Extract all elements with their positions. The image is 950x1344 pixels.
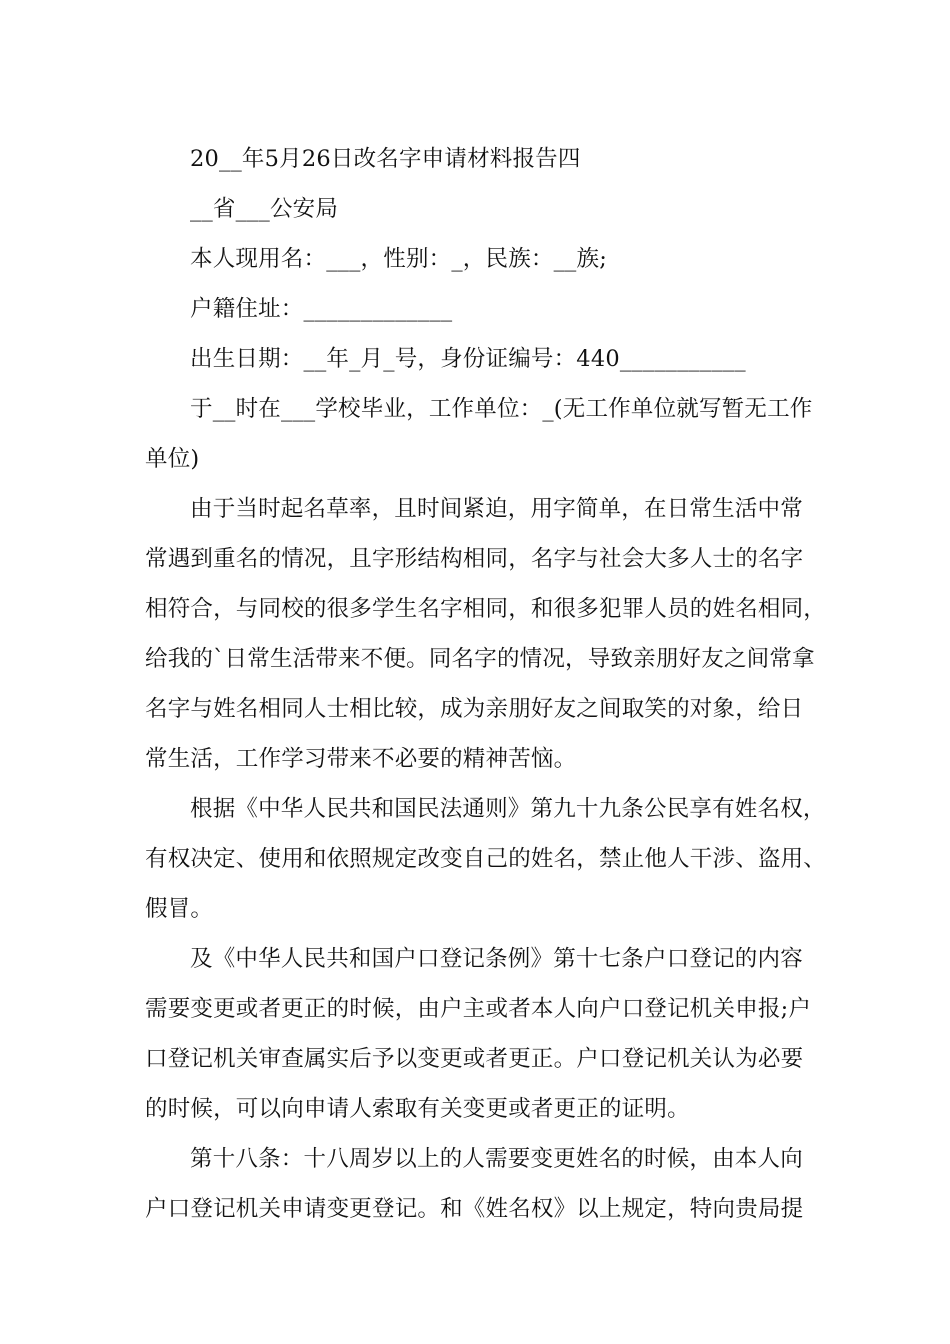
reason-paragraph-line: 相符合，与同校的很多学生名字相同，和很多犯罪人员的姓名相同， [145,596,827,622]
registration-paragraph-line: 及《中华人民共和国户口登记条例》第十七条户口登记的内容 [190,946,803,972]
reason-paragraph-line: 给我的`日常生活带来不便。同名字的情况，导致亲朋好友之间常拿 [145,646,815,672]
article-18-paragraph-line: 户口登记机关申请变更登记。和《姓名权》以上规定，特向贵局提 [145,1196,804,1222]
birth-id-line: 出生日期：__年_月_号，身份证编号：440___________ [190,346,746,372]
registration-paragraph-line: 的时候，可以向申请人索取有关变更或者更正的证明。 [145,1096,690,1122]
civil-law-paragraph-line: 根据《中华人民共和国民法通则》第九十九条公民享有姓名权， [190,796,826,822]
reason-paragraph-line: 由于当时起名草率，且时间紧迫，用字简单，在日常生活中常 [190,496,803,522]
reason-paragraph-line: 常遇到重名的情况，且字形结构相同，名字与社会大多人士的名字 [145,546,804,572]
civil-law-paragraph-line: 假冒。 [145,896,214,922]
education-line: 于__时在___学校毕业，工作单位：_(无工作单位就写暂无工作 [190,396,813,422]
document-title: 20__年5月26日改名字申请材料报告四 [190,146,581,172]
registration-paragraph-line: 需要变更或者更正的时候，由户主或者本人向户口登记机关申报;户 [145,996,812,1022]
civil-law-paragraph-line: 有权决定、使用和依照规定改变自己的姓名，禁止他人干涉、盗用、 [145,846,827,872]
reason-paragraph-line: 常生活，工作学习带来不必要的精神苦恼。 [145,746,577,772]
education-line: 单位) [145,446,200,472]
article-18-paragraph-line: 第十八条：十八周岁以上的人需要变更姓名的时候，由本人向 [190,1146,803,1172]
registration-paragraph-line: 口登记机关审查属实后予以变更或者更正。户口登记机关认为必要 [145,1046,804,1072]
addressee-line: __省___公安局 [190,196,339,222]
household-address-line: 户籍住址：_____________ [190,296,453,322]
current-name-line: 本人现用名：___，性别：_，民族：__族; [190,246,607,272]
document-body [145,134,825,1234]
reason-paragraph-line: 名字与姓名相同人士相比较，成为亲朋好友之间取笑的对象，给日 [145,696,804,722]
